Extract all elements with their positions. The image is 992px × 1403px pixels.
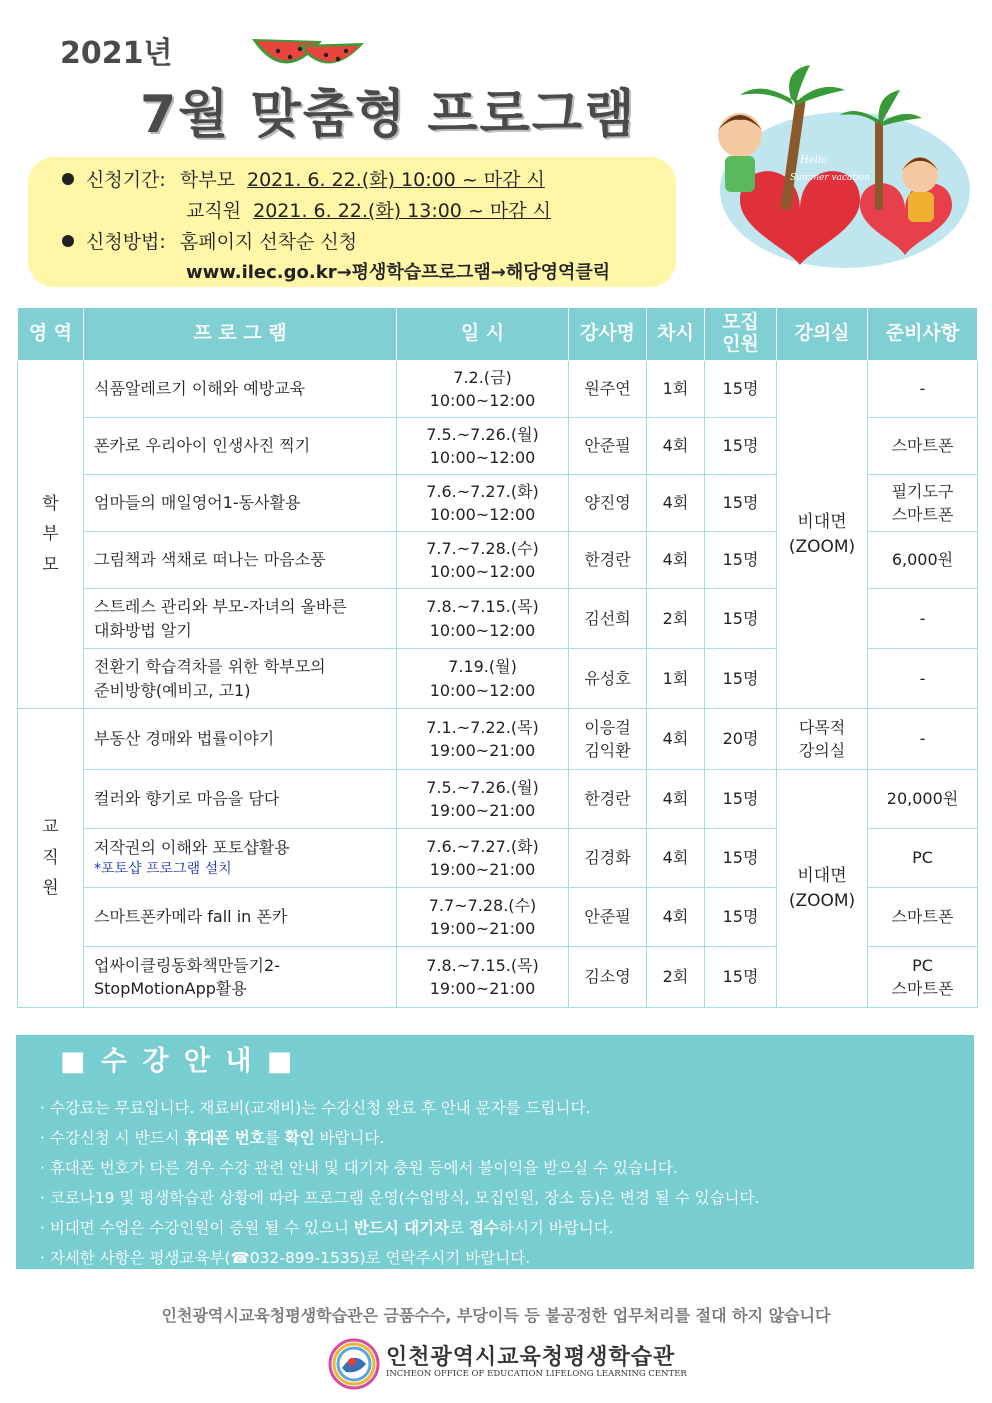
program-sessions: 2회 xyxy=(647,947,705,1008)
program-name: 엄마들의 매일영어1-동사활용 xyxy=(84,475,397,532)
program-prep: 필기도구 스마트폰 xyxy=(868,475,978,532)
summer-kids-illustration xyxy=(680,60,980,280)
header-instructor: 강사명 xyxy=(569,308,647,361)
program-name: 스마트폰카메라 fall in 폰카 xyxy=(84,888,397,947)
org-name-en: INCHEON OFFICE OF EDUCATION LIFELONG LEARNING CENTER xyxy=(386,1369,687,1379)
program-capacity: 15명 xyxy=(705,649,777,709)
program-instructor: 원주연 xyxy=(569,361,647,418)
program-date: 7.2.(금) 10:00~12:00 xyxy=(397,361,569,418)
program-name: 전환기 학습격차를 위한 학부모의 준비방향(예비고, 고1) xyxy=(84,649,397,709)
year-label: 2021년 xyxy=(60,36,173,71)
program-name: 식품알레르기 이해와 예방교육 xyxy=(84,361,397,418)
program-instructor: 한경란 xyxy=(569,770,647,829)
notice-text: · 비대면 수업은 수강인원이 증원 될 수 있으니 xyxy=(40,1219,354,1237)
period-label: 신청기간: xyxy=(86,169,166,191)
header-prep: 준비사항 xyxy=(868,308,978,361)
program-instructor: 안준필 xyxy=(569,888,647,947)
program-instructor: 양진영 xyxy=(569,475,647,532)
program-sessions: 4회 xyxy=(647,829,705,888)
program-sessions: 4회 xyxy=(647,418,705,475)
program-instructor: 이응걸 김익환 xyxy=(569,709,647,770)
notice-list xyxy=(40,1093,759,1273)
notice-text: · 수강신청 시 반드시 xyxy=(40,1129,185,1147)
program-date: 7.6.~7.27.(화) 10:00~12:00 xyxy=(397,475,569,532)
program-name: 부동산 경매와 법률이야기 xyxy=(84,709,397,770)
table-row xyxy=(18,361,978,418)
program-date: 7.8.~7.15.(목) 19:00~21:00 xyxy=(397,947,569,1008)
notice-item xyxy=(40,1123,759,1153)
program-sessions: 4회 xyxy=(647,475,705,532)
program-capacity: 15명 xyxy=(705,829,777,888)
illustration-text-hello: Hello xyxy=(800,155,828,166)
program-sessions: 4회 xyxy=(647,770,705,829)
program-date: 7.7.~7.28.(수) 10:00~12:00 xyxy=(397,532,569,589)
method-label: 신청방법: xyxy=(86,231,166,253)
program-sessions: 4회 xyxy=(647,532,705,589)
illustration-text-summer: Summer vacation xyxy=(790,173,871,183)
staff-period: 2021. 6. 22.(화) 13:00 ~ 마감 시 xyxy=(253,200,552,222)
program-prep: - xyxy=(868,589,978,649)
method-line xyxy=(62,227,357,254)
room-online-1: 비대면 (ZOOM) xyxy=(777,361,868,709)
table-row xyxy=(18,709,978,770)
program-instructor: 김선희 xyxy=(569,589,647,649)
program-date: 7.7~7.28.(수) 19:00~21:00 xyxy=(397,888,569,947)
header-date: 일 시 xyxy=(397,308,569,361)
program-date: 7.19.(월) 10:00~12:00 xyxy=(397,649,569,709)
period-line-parent xyxy=(62,165,545,192)
notice-text: 로 xyxy=(449,1219,470,1237)
org-name: 인천광역시교육청평생학습관 xyxy=(386,1345,676,1370)
header-program: 프 로 그 램 xyxy=(84,308,397,361)
program-capacity: 20명 xyxy=(705,709,777,770)
program-instructor: 김경화 xyxy=(569,829,647,888)
program-prep: 20,000원 xyxy=(868,770,978,829)
room-multipurpose: 다목적 강의실 xyxy=(777,709,868,770)
program-prep: - xyxy=(868,649,978,709)
program-prep: - xyxy=(868,361,978,418)
program-sessions: 1회 xyxy=(647,649,705,709)
header-area: 영 역 xyxy=(18,308,84,361)
program-name: 컬러와 향기로 마음을 담다 xyxy=(84,770,397,829)
program-sessions: 1회 xyxy=(647,361,705,418)
course-notice-box xyxy=(16,1035,974,1269)
method-value: 홈페이지 선착순 신청 xyxy=(179,231,358,253)
period-line-staff xyxy=(186,196,551,223)
program-date: 7.8.~7.15.(목) 10:00~12:00 xyxy=(397,589,569,649)
program-name: 폰카로 우리아이 인생사진 찍기 xyxy=(84,418,397,475)
program-capacity: 15명 xyxy=(705,475,777,532)
notice-emphasis: 반드시 대기자 xyxy=(353,1219,450,1237)
notice-emphasis: 휴대폰 번호 xyxy=(184,1129,265,1147)
program-instructor: 안준필 xyxy=(569,418,647,475)
program-capacity: 15명 xyxy=(705,888,777,947)
org-logo-icon xyxy=(328,1338,380,1390)
program-prep: 6,000원 xyxy=(868,532,978,589)
notice-emphasis: 접수 xyxy=(469,1219,499,1237)
program-date: 7.1.~7.22.(목) 19:00~21:00 xyxy=(397,709,569,770)
notice-text: 하시기 바랍니다. xyxy=(498,1219,614,1237)
header-capacity-line1: 모집 xyxy=(722,311,759,334)
program-name: 그림책과 색채로 떠나는 마음소풍 xyxy=(84,532,397,589)
notice-item: · 코로나19 및 평생학습관 상황에 따라 프로그램 운영(수업방식, 모집인원, 장소 등)은 변경 될 수 있습니다. xyxy=(40,1189,760,1207)
homepage-link[interactable]: www.ilec.go.kr→평생학습프로그램→해당영역클릭 xyxy=(186,262,611,283)
program-note: *포토샵 프로그램 설치 xyxy=(94,861,232,878)
program-capacity: 15명 xyxy=(705,589,777,649)
parent-label: 학부모 xyxy=(179,169,235,191)
notice-item: · 자세한 사항은 평생교육부(☎032-899-1535)로 연락주시기 바랍니다. xyxy=(40,1249,531,1267)
program-table xyxy=(17,307,978,1008)
program-name: 스트레스 관리와 부모-자녀의 올바른 대화방법 알기 xyxy=(84,589,397,649)
table-header-row xyxy=(18,308,978,361)
group-staff: 교 직 원 xyxy=(18,709,84,1008)
program-name-cell xyxy=(84,829,397,888)
program-instructor: 김소영 xyxy=(569,947,647,1008)
program-prep: PC 스마트폰 xyxy=(868,947,978,1008)
notice-item: · 휴대폰 번호가 다른 경우 수강 관련 안내 및 대기자 충원 등에서 불이익을 받으실 수 있습니다. xyxy=(40,1159,678,1177)
program-sessions: 4회 xyxy=(647,888,705,947)
program-instructor: 유성호 xyxy=(569,649,647,709)
program-prep: PC xyxy=(868,829,978,888)
program-capacity: 15명 xyxy=(705,418,777,475)
notice-text: 바랍니다. xyxy=(314,1129,385,1147)
header-capacity xyxy=(705,308,777,361)
program-prep: 스마트폰 xyxy=(868,888,978,947)
program-date: 7.5.~7.26.(월) 19:00~21:00 xyxy=(397,770,569,829)
program-capacity: 15명 xyxy=(705,947,777,1008)
program-date: 7.6.~7.27.(화) 19:00~21:00 xyxy=(397,829,569,888)
program-name: 업싸이클링동화책만들기2- StopMotionApp활용 xyxy=(84,947,397,1008)
table-row xyxy=(18,770,978,829)
program-prep: 스마트폰 xyxy=(868,418,978,475)
notice-text: 를 xyxy=(264,1129,285,1147)
program-sessions: 2회 xyxy=(647,589,705,649)
program-instructor: 한경란 xyxy=(569,532,647,589)
application-info-box xyxy=(28,157,676,287)
parent-period: 2021. 6. 22.(화) 10:00 ~ 마감 시 xyxy=(246,169,545,191)
staff-label: 교직원 xyxy=(186,200,242,222)
program-capacity: 15명 xyxy=(705,770,777,829)
program-capacity: 15명 xyxy=(705,532,777,589)
header-room: 강의실 xyxy=(777,308,868,361)
notice-emphasis: 확인 xyxy=(284,1129,315,1147)
program-capacity: 15명 xyxy=(705,361,777,418)
group-parent: 학 부 모 xyxy=(18,361,84,709)
notice-title: ■ 수 강 안 내 ■ xyxy=(60,1046,296,1077)
program-date: 7.5.~7.26.(월) 10:00~12:00 xyxy=(397,418,569,475)
room-online-2: 비대면 (ZOOM) xyxy=(777,770,868,1008)
program-name: 저작권의 이해와 포토샵활용 xyxy=(94,838,290,858)
header-sessions: 차시 xyxy=(647,308,705,361)
notice-item xyxy=(40,1213,759,1243)
bullet-icon xyxy=(62,173,74,185)
bullet-icon xyxy=(62,235,74,247)
program-prep: - xyxy=(868,709,978,770)
integrity-statement: 인천광역시교육청평생학습관은 금품수수, 부당이득 등 불공정한 업무처리를 절대 하지 않습니다 xyxy=(161,1306,831,1325)
header-capacity-line2: 인원 xyxy=(722,333,759,355)
program-sessions: 4회 xyxy=(647,709,705,770)
notice-item: · 수강료는 무료입니다. 재료비(교재비)는 수강신청 완료 후 안내 문자를 드립니다. xyxy=(40,1099,591,1117)
page-title: 7월 맞춤형 프로그램 xyxy=(140,85,637,145)
